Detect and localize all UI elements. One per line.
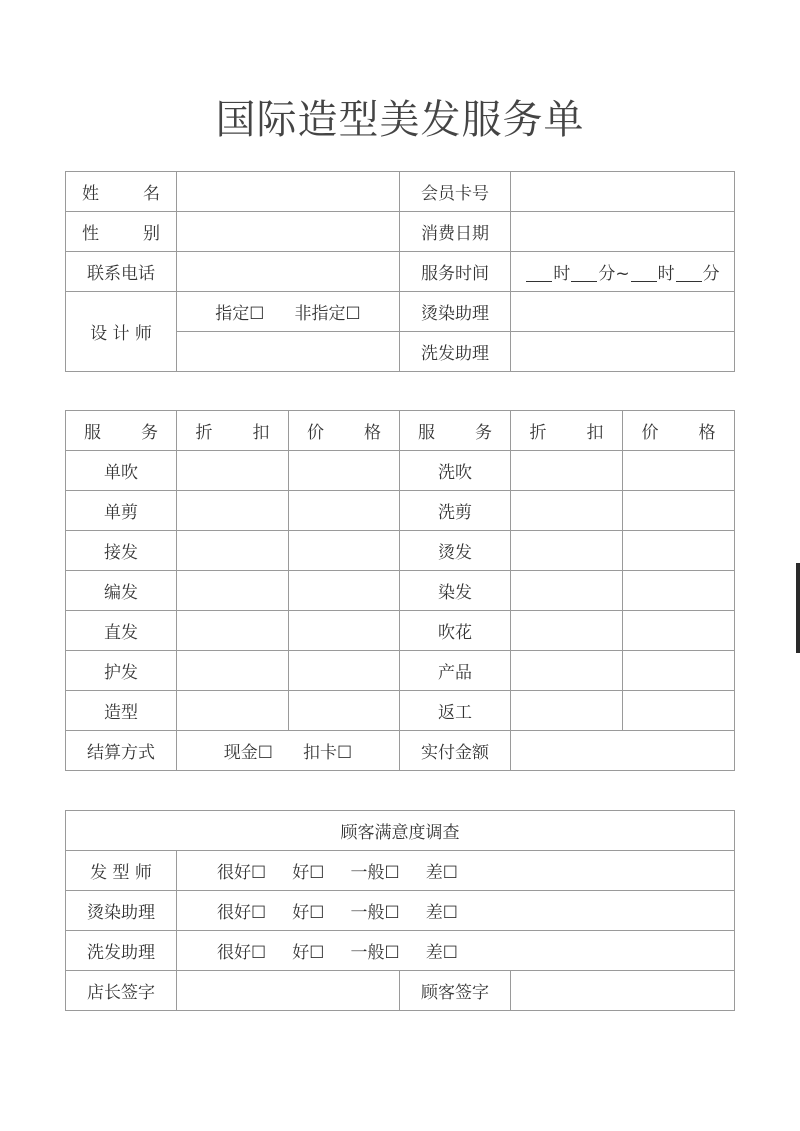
designated-checkbox[interactable]: 指定☐: [215, 304, 265, 324]
rating-very-good[interactable]: 很好☐: [217, 903, 267, 923]
rating-very-good[interactable]: 很好☐: [217, 943, 267, 963]
table-row: [66, 691, 735, 731]
survey-title: 顾客满意度调查: [66, 811, 735, 851]
price-field[interactable]: [289, 491, 400, 531]
price-field[interactable]: [623, 451, 735, 491]
payment-row: [66, 731, 735, 771]
hour-end-blank[interactable]: [631, 280, 657, 282]
cash-checkbox[interactable]: 现金☐: [223, 743, 273, 763]
services-header-row: [66, 411, 735, 451]
rating-good[interactable]: 好☐: [292, 943, 325, 963]
card-checkbox[interactable]: 扣卡☐: [303, 743, 353, 763]
rating-average[interactable]: 一般☐: [350, 903, 400, 923]
price-field[interactable]: [623, 491, 735, 531]
rating-good[interactable]: 好☐: [292, 903, 325, 923]
rating-poor[interactable]: 差☐: [425, 903, 458, 923]
name-field[interactable]: [177, 172, 400, 212]
service-item: 编发: [66, 571, 177, 611]
payment-label: 结算方式: [66, 731, 177, 771]
price-field[interactable]: [623, 651, 735, 691]
service-item: 洗吹: [400, 451, 511, 491]
survey-title-row: [66, 811, 735, 851]
discount-field[interactable]: [177, 451, 289, 491]
rating-poor[interactable]: 差☐: [425, 943, 458, 963]
perm-dye-assistant-field[interactable]: [511, 292, 735, 332]
service-item: 单剪: [66, 491, 177, 531]
price-field[interactable]: [289, 571, 400, 611]
payment-options: [177, 731, 400, 771]
header-price-2: 价 格: [623, 411, 735, 451]
gender-field[interactable]: [177, 212, 400, 252]
name-row: [66, 172, 735, 212]
hour-unit: 时: [553, 264, 571, 284]
header-service-2: 服 务: [400, 411, 511, 451]
customer-info-table: [65, 171, 735, 372]
discount-field[interactable]: [177, 691, 289, 731]
rating-very-good[interactable]: 很好☐: [217, 863, 267, 883]
scrollbar-handle[interactable]: [796, 563, 800, 653]
customer-sign-label: 顾客签字: [400, 971, 511, 1011]
hour-start-blank[interactable]: [526, 280, 552, 282]
table-row: [66, 491, 735, 531]
table-row: [66, 451, 735, 491]
survey-row: [66, 931, 735, 971]
rating-good[interactable]: 好☐: [292, 863, 325, 883]
designer-options: [177, 292, 400, 332]
header-price: 价 格: [289, 411, 400, 451]
discount-field[interactable]: [511, 491, 623, 531]
discount-field[interactable]: [511, 691, 623, 731]
price-field[interactable]: [623, 531, 735, 571]
rating-options: [177, 851, 735, 891]
gender-row: [66, 212, 735, 252]
member-card-label: 会员卡号: [400, 172, 511, 212]
price-field[interactable]: [623, 611, 735, 651]
discount-field[interactable]: [511, 531, 623, 571]
manager-sign-label: 店长签字: [66, 971, 177, 1011]
paid-amount-field[interactable]: [511, 731, 735, 771]
phone-label: 联系电话: [66, 252, 177, 292]
price-field[interactable]: [623, 691, 735, 731]
survey-row-label: 烫染助理: [66, 891, 177, 931]
rating-average[interactable]: 一般☐: [350, 863, 400, 883]
table-row: [66, 571, 735, 611]
paid-amount-label: 实付金额: [400, 731, 511, 771]
discount-field[interactable]: [511, 571, 623, 611]
table-row: [66, 651, 735, 691]
service-item: 烫发: [400, 531, 511, 571]
service-item: 护发: [66, 651, 177, 691]
services-table: [65, 410, 735, 771]
minute-unit-2: 分: [702, 264, 720, 284]
phone-field[interactable]: [177, 252, 400, 292]
service-item: 染发: [400, 571, 511, 611]
member-card-field[interactable]: [511, 172, 735, 212]
non-designated-checkbox[interactable]: 非指定☐: [294, 304, 361, 324]
table-row: [66, 531, 735, 571]
wash-assistant-label: 洗发助理: [400, 332, 511, 372]
discount-field[interactable]: [177, 491, 289, 531]
service-item: 吹花: [400, 611, 511, 651]
survey-table: [65, 810, 735, 1011]
price-field[interactable]: [289, 451, 400, 491]
discount-field[interactable]: [177, 651, 289, 691]
service-item: 洗剪: [400, 491, 511, 531]
minute-start-blank[interactable]: [571, 280, 597, 282]
service-time-label: 服务时间: [400, 252, 511, 292]
survey-row-label: 发 型 师: [66, 851, 177, 891]
page-title: 国际造型美发服务单: [215, 97, 585, 143]
price-field[interactable]: [623, 571, 735, 611]
survey-row: [66, 891, 735, 931]
designer-row: [66, 292, 735, 332]
header-discount-2: 折 扣: [511, 411, 623, 451]
service-item: 直发: [66, 611, 177, 651]
service-item: 造型: [66, 691, 177, 731]
name-label: 姓 名: [66, 172, 177, 212]
perm-dye-assistant-label: 烫染助理: [400, 292, 511, 332]
service-time-field[interactable]: [511, 252, 735, 292]
service-item: 单吹: [66, 451, 177, 491]
table-row: [66, 611, 735, 651]
hour-unit-2: 时: [657, 264, 675, 284]
price-field[interactable]: [289, 691, 400, 731]
manager-sign-field[interactable]: [177, 971, 400, 1011]
discount-field[interactable]: [511, 451, 623, 491]
header-service: 服 务: [66, 411, 177, 451]
discount-field[interactable]: [511, 651, 623, 691]
phone-row: [66, 252, 735, 292]
designer-label: 设 计 师: [66, 292, 177, 372]
header-discount: 折 扣: [177, 411, 289, 451]
price-field[interactable]: [289, 611, 400, 651]
service-item: 产品: [400, 651, 511, 691]
date-field[interactable]: [511, 212, 735, 252]
rating-poor[interactable]: 差☐: [425, 863, 458, 883]
price-field[interactable]: [289, 651, 400, 691]
rating-options: [177, 891, 735, 931]
rating-options: [177, 931, 735, 971]
designer-name-field[interactable]: [177, 332, 400, 372]
service-item: 接发: [66, 531, 177, 571]
signature-row: [66, 971, 735, 1011]
minute-unit: 分~: [598, 264, 630, 284]
discount-field[interactable]: [177, 571, 289, 611]
price-field[interactable]: [289, 531, 400, 571]
wash-assistant-field[interactable]: [511, 332, 735, 372]
service-item: 返工: [400, 691, 511, 731]
survey-row: [66, 851, 735, 891]
date-label: 消费日期: [400, 212, 511, 252]
discount-field[interactable]: [177, 611, 289, 651]
survey-row-label: 洗发助理: [66, 931, 177, 971]
discount-field[interactable]: [177, 531, 289, 571]
discount-field[interactable]: [511, 611, 623, 651]
customer-sign-field[interactable]: [511, 971, 735, 1011]
minute-end-blank[interactable]: [676, 280, 702, 282]
rating-average[interactable]: 一般☐: [350, 943, 400, 963]
gender-label: 性 别: [66, 212, 177, 252]
